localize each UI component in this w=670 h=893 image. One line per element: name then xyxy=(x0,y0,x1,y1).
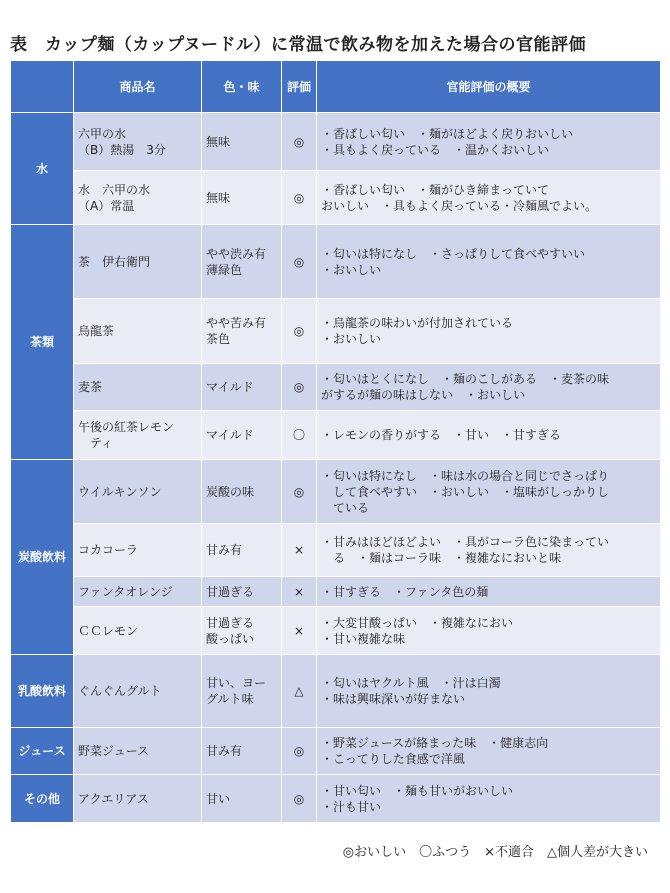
evaluation-summary: ・野菜ジュースが絡まった味 ・健康志向 ・こってりした食感で洋風 xyxy=(317,728,661,775)
product-name: 水 六甲の水 （A）常温 xyxy=(74,171,202,225)
table-row xyxy=(11,225,661,299)
product-name: ＣＣレモン xyxy=(74,607,202,655)
category-other: その他 xyxy=(11,775,74,823)
evaluation-summary: ・烏龍茶の味わいが付加されている ・おいしい xyxy=(317,299,661,364)
table-row xyxy=(11,775,661,823)
rating-mark: ◎ xyxy=(282,113,317,171)
rating-mark: ◎ xyxy=(282,225,317,299)
table-header-row xyxy=(11,61,661,113)
category-tea: 茶類 xyxy=(11,225,74,460)
color-taste: やや苦み有 茶色 xyxy=(202,299,282,364)
table-row xyxy=(11,524,661,577)
evaluation-summary: ・甘い匂い ・麺も甘いがおいしい ・汁も甘い xyxy=(317,775,661,823)
evaluation-summary: ・大変甘酸っぱい ・複雑なにおい ・甘い複雑な味 xyxy=(317,607,661,655)
color-taste: 甘み有 xyxy=(202,524,282,577)
rating-mark: ◎ xyxy=(282,171,317,225)
color-taste: 甘み有 xyxy=(202,728,282,775)
table-row xyxy=(11,655,661,728)
rating-mark: × xyxy=(282,577,317,607)
product-name: コカコーラ xyxy=(74,524,202,577)
table-row xyxy=(11,411,661,460)
table-row xyxy=(11,607,661,655)
evaluation-summary: ・匂いはとくになし ・麺のこしがある ・麦茶の味 がするが麺の味はしない ・おいしい xyxy=(317,364,661,411)
page-title: 表 カップ麺（カップヌードル）に常温で飲み物を加えた場合の官能評価 xyxy=(10,35,586,55)
rating-mark: ◎ xyxy=(282,728,317,775)
color-taste: 無味 xyxy=(202,113,282,171)
color-taste: 甘い、ヨー グルト味 xyxy=(202,655,282,728)
product-name: 野菜ジュース xyxy=(74,728,202,775)
evaluation-summary: ・匂いは特になし ・さっぱりして食べやすいい ・おいしい xyxy=(317,225,661,299)
product-name: 六甲の水 （B）熱湯 3分 xyxy=(74,113,202,171)
table-row xyxy=(11,299,661,364)
header-category xyxy=(11,61,74,113)
category-juice: ジュース xyxy=(11,728,74,775)
evaluation-table xyxy=(10,60,661,823)
product-name: 麦茶 xyxy=(74,364,202,411)
rating-legend: ◎おいしい 〇ふつう ×不適合 △個人差が大きい xyxy=(342,845,648,860)
rating-mark: △ xyxy=(282,655,317,728)
table-row xyxy=(11,364,661,411)
table-row xyxy=(11,577,661,607)
product-name: ぐんぐんグルト xyxy=(74,655,202,728)
category-soda: 炭酸飲料 xyxy=(11,460,74,655)
table-row xyxy=(11,728,661,775)
evaluation-summary: ・甘すぎる ・ファンタ色の麺 xyxy=(317,577,661,607)
product-name: 烏龍茶 xyxy=(74,299,202,364)
evaluation-summary: ・匂いは特になし ・味は水の場合と同じでさっぱり して食べやすい ・おいしい ・塩味がしっかりし ている xyxy=(317,460,661,524)
rating-mark: × xyxy=(282,607,317,655)
category-water: 水 xyxy=(11,113,74,225)
evaluation-summary: ・香ばしい匂い ・麺がひき締まっていて おいしい ・具もよく戻っている・冷麺風でよい。 xyxy=(317,171,661,225)
rating-mark: 〇 xyxy=(282,411,317,460)
evaluation-summary: ・匂いはヤクルト風 ・汁は白濁 ・味は興味深いが好まない xyxy=(317,655,661,728)
color-taste: 甘過ぎる 酸っぱい xyxy=(202,607,282,655)
color-taste: 甘い xyxy=(202,775,282,823)
header-summary: 官能評価の概要 xyxy=(317,61,661,113)
product-name: 午後の紅茶レモン ティ xyxy=(74,411,202,460)
color-taste: 無味 xyxy=(202,171,282,225)
evaluation-summary: ・レモンの香りがする ・甘い ・甘すぎる xyxy=(317,411,661,460)
product-name: ウイルキンソン xyxy=(74,460,202,524)
color-taste: マイルド xyxy=(202,364,282,411)
table-row xyxy=(11,171,661,225)
product-name: アクエリアス xyxy=(74,775,202,823)
product-name: ファンタオレンジ xyxy=(74,577,202,607)
rating-mark: ◎ xyxy=(282,299,317,364)
table-row xyxy=(11,113,661,171)
category-lactic: 乳酸飲料 xyxy=(11,655,74,728)
evaluation-summary: ・甘みはほどほどよい ・具がコーラ色に染まってい る ・麺はコーラ味 ・複雑なにおいと味 xyxy=(317,524,661,577)
table-row xyxy=(11,460,661,524)
header-rating: 評価 xyxy=(282,61,317,113)
color-taste: 炭酸の味 xyxy=(202,460,282,524)
header-color-taste: 色・味 xyxy=(202,61,282,113)
rating-mark: ◎ xyxy=(282,460,317,524)
rating-mark: ◎ xyxy=(282,364,317,411)
color-taste: やや渋み有 薄緑色 xyxy=(202,225,282,299)
product-name: 茶 伊右衛門 xyxy=(74,225,202,299)
rating-mark: × xyxy=(282,524,317,577)
color-taste: マイルド xyxy=(202,411,282,460)
rating-mark: ◎ xyxy=(282,775,317,823)
color-taste: 甘過ぎる xyxy=(202,577,282,607)
evaluation-summary: ・香ばしい匂い ・麺がほどよく戻りおいしい ・具もよく戻っている ・温かくおいしい xyxy=(317,113,661,171)
header-product-name: 商品名 xyxy=(74,61,202,113)
